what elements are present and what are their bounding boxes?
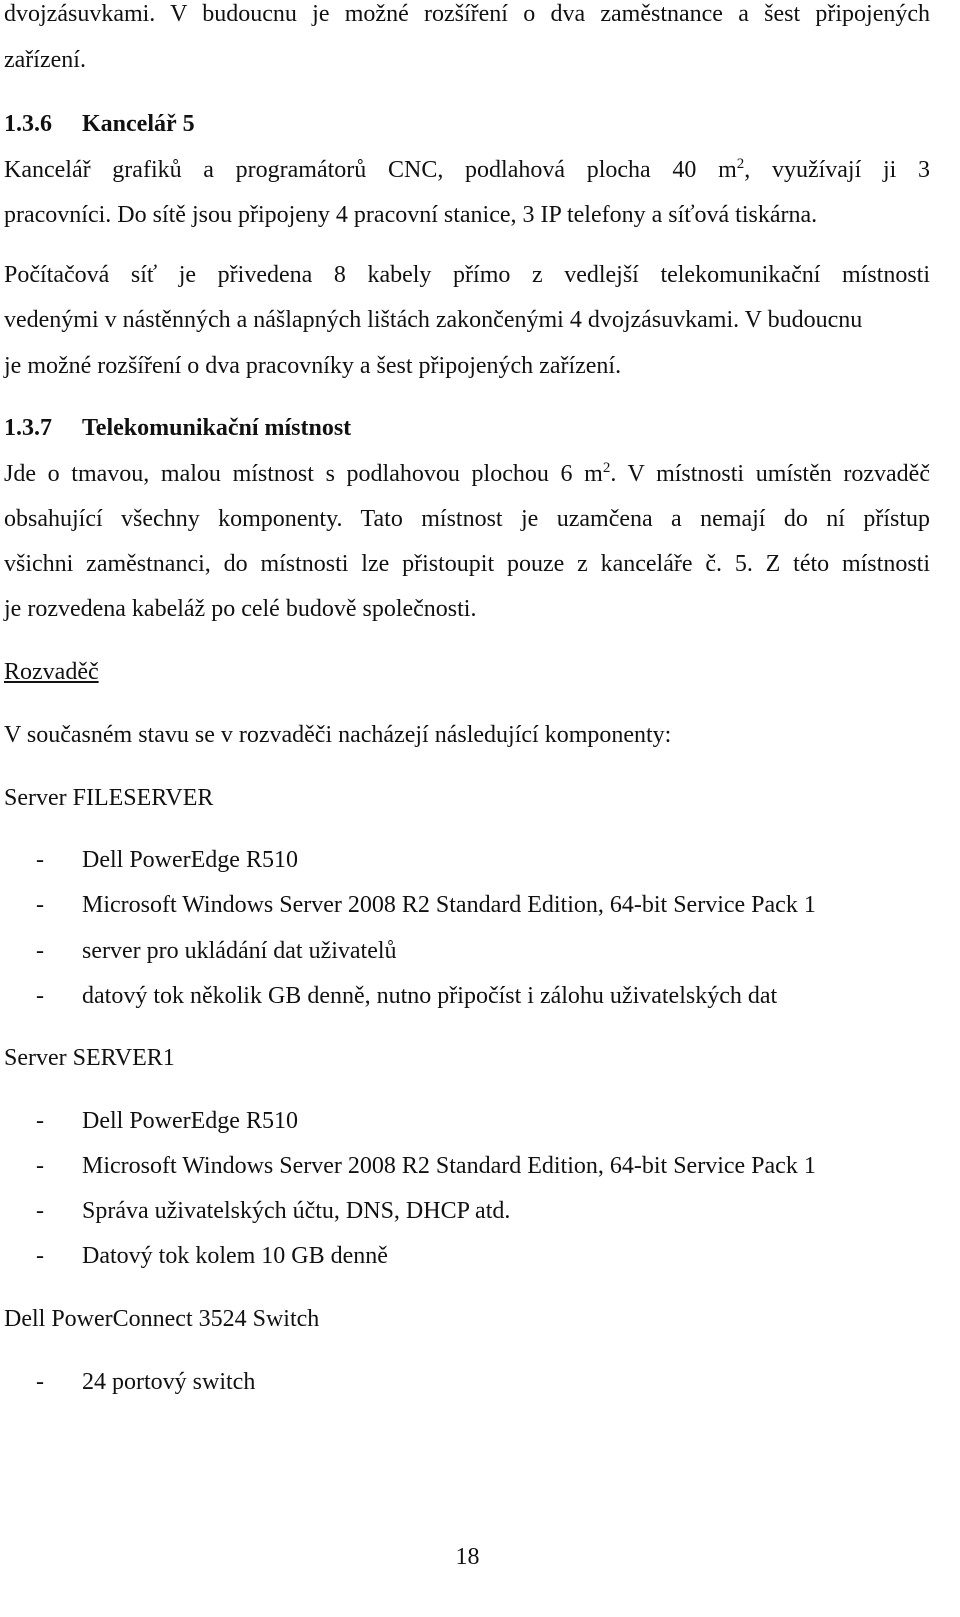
- subheading-rozvadec: Rozvaděč: [4, 659, 99, 685]
- list-item: - datový tok několik GB denně, nutno připočíst i zálohu uživatelských dat: [36, 983, 778, 1009]
- section-number: 1.3.7: [4, 415, 52, 441]
- list-item: - Dell PowerEdge R510: [36, 1108, 298, 1134]
- list-item: - 24 portový switch: [36, 1369, 256, 1395]
- section-title: Kancelář 5: [82, 111, 195, 137]
- list-item: - Microsoft Windows Server 2008 R2 Standard Edition, 64-bit Service Pack 1: [36, 892, 816, 918]
- paragraph-line: obsahující všechny komponenty. Tato místnost je uzamčena a nemají do ní přístup: [4, 506, 930, 532]
- list-item: - Datový tok kolem 10 GB denně: [36, 1243, 388, 1269]
- list-item: - Správa uživatelských účtu, DNS, DHCP atd.: [36, 1198, 511, 1224]
- section-number: 1.3.6: [4, 111, 52, 137]
- section-heading-1-3-6: [4, 110, 195, 138]
- page-number: 18: [455, 1544, 480, 1570]
- component-title-server1: Server SERVER1: [4, 1045, 175, 1071]
- paragraph-line: Kancelář grafiků a programátorů CNC, podlahová plocha 40 $m^2$, využívají ji 3: [4, 156, 930, 183]
- paragraph-line: pracovníci. Do sítě jsou připojeny 4 pracovní stanice, 3 IP telefony a síťová tiskárna.: [4, 202, 818, 228]
- paragraph-line: vedenými v nástěnných a nášlapných lištách zakončenými 4 dvojzásuvkami. V budoucnu: [4, 307, 863, 333]
- component-title-fileserver: Server FILESERVER: [4, 785, 214, 811]
- section-title: Telekomunikační místnost: [82, 415, 352, 441]
- paragraph-line: zařízení.: [4, 47, 86, 73]
- paragraph-line: všichni zaměstnanci, do místnosti lze přistoupit pouze z kanceláře č. 5. Z této místnosti: [4, 551, 930, 577]
- paragraph-line: je rozvedena kabeláž po celé budově společnosti.: [4, 596, 477, 622]
- paragraph-line: Počítačová síť je přivedena 8 kabely přímo z vedlejší telekomunikační místnosti: [4, 262, 930, 288]
- list-item: - Dell PowerEdge R510: [36, 847, 298, 873]
- section-heading-1-3-7: [4, 414, 351, 442]
- paragraph-line: Jde o tmavou, malou místnost s podlahovou plochou 6 $m^2$. V místnosti umístěn rozvaděč: [4, 460, 930, 487]
- list-item: - Microsoft Windows Server 2008 R2 Standard Edition, 64-bit Service Pack 1: [36, 1153, 816, 1179]
- paragraph-line: dvojzásuvkami. V budoucnu je možné rozšíření o dva zaměstnance a šest připojených: [4, 1, 930, 27]
- paragraph-line: je možné rozšíření o dva pracovníky a šest připojených zařízení.: [4, 353, 622, 379]
- component-title-switch: Dell PowerConnect 3524 Switch: [4, 1306, 320, 1332]
- paragraph-line: V současném stavu se v rozvaděči nacházejí následující komponenty:: [4, 722, 672, 748]
- list-item: - server pro ukládání dat uživatelů: [36, 938, 397, 964]
